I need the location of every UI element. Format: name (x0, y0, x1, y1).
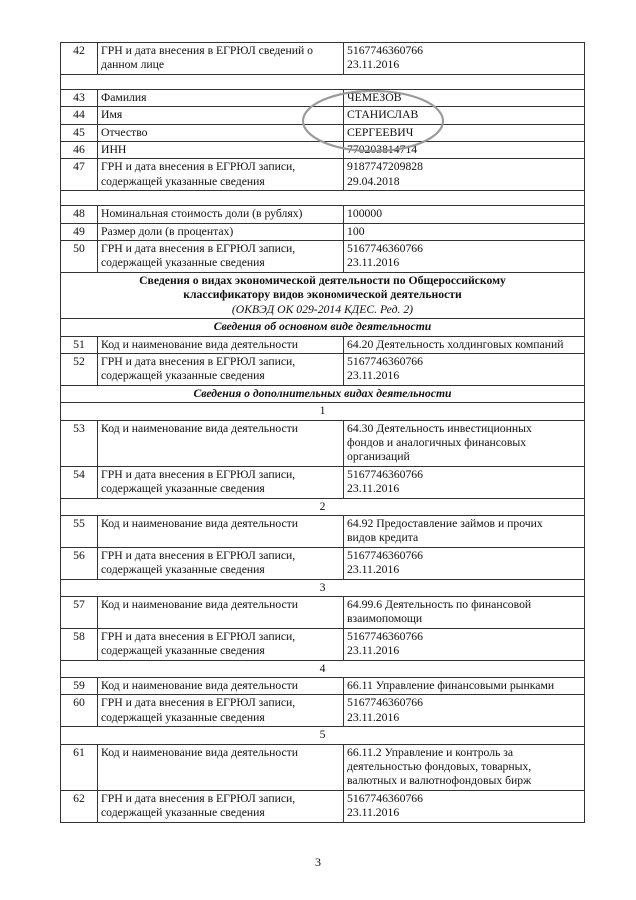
row-number: 43 (61, 89, 98, 106)
section-header-row (61, 385, 585, 402)
section-header-row (61, 272, 585, 318)
row-label-line: содержащей указанные сведения (101, 806, 265, 820)
okved-section-title (61, 272, 585, 318)
table-row (61, 628, 585, 660)
okved-title-line: Сведения о видах экономической деятельности по Общероссийскому (139, 273, 506, 287)
row-value-line: 64.30 Деятельность инвестиционных (347, 421, 532, 435)
row-label: Фамилия (98, 89, 344, 106)
row-label: Код и наименование вида деятельности (98, 336, 344, 353)
table-row (61, 515, 585, 547)
row-label-line: ГРН и дата внесения в ЕГРЮЛ сведений о (101, 44, 314, 57)
row-value-line: организаций (347, 450, 410, 464)
row-number: 45 (61, 124, 98, 141)
row-value (344, 790, 585, 822)
spacer-row (61, 74, 585, 89)
row-number: 51 (61, 336, 98, 353)
row-value: 100000 (344, 206, 585, 223)
row-value-line: 66.11.2 Управление и контроль за (347, 745, 514, 759)
table-row (61, 241, 585, 273)
row-number: 44 (61, 107, 98, 124)
row-value: 64.20 Деятельность холдинговых компаний (344, 336, 585, 353)
group-number-row (61, 579, 585, 596)
row-number: 49 (61, 223, 98, 240)
row-label (98, 159, 344, 191)
row-number: 59 (61, 678, 98, 695)
row-value-line: 5167746360766 (347, 791, 423, 805)
row-label-line: ГРН и дата внесения в ЕГРЮЛ записи, (101, 629, 296, 643)
row-label: Размер доли (в процентах) (98, 223, 344, 240)
row-value (344, 159, 585, 191)
row-label: Код и наименование вида деятельности (98, 515, 344, 547)
table-row (61, 206, 585, 223)
row-number: 58 (61, 628, 98, 660)
row-label-line: ГРН и дата внесения в ЕГРЮЛ записи, (101, 548, 296, 562)
row-number: 61 (61, 744, 98, 790)
row-label: Код и наименование вида деятельности (98, 744, 344, 790)
row-label (98, 241, 344, 273)
table-row (61, 89, 585, 106)
row-value-line: 9187747209828 (347, 160, 423, 174)
table-row (61, 43, 585, 75)
row-value (344, 547, 585, 579)
row-value-line: 64.92 Предоставление займов и прочих (347, 516, 543, 530)
row-label-line: ГРН и дата внесения в ЕГРЮЛ записи, (101, 696, 296, 710)
row-label: Код и наименование вида деятельности (98, 678, 344, 695)
row-label: Код и наименование вида деятельности (98, 420, 344, 466)
row-value-line: 5167746360766 (347, 354, 423, 368)
row-label-line: содержащей указанные сведения (101, 256, 265, 270)
group-number-row (61, 403, 585, 420)
surname-value: ЧЕМЕЗОВ (344, 89, 585, 106)
row-label: ИНН (98, 142, 344, 159)
table-row (61, 159, 585, 191)
row-label (98, 547, 344, 579)
group-number: 1 (61, 403, 585, 420)
row-value (344, 695, 585, 727)
row-value-line: деятельностью фондовых, товарных, (347, 760, 532, 774)
row-label-line: ГРН и дата внесения в ЕГРЮЛ записи, (101, 791, 296, 805)
row-value-line: фондов и аналогичных финансовых (347, 435, 527, 449)
group-number: 5 (61, 727, 585, 744)
row-value (344, 515, 585, 547)
table-row (61, 420, 585, 466)
row-value-line: 5167746360766 (347, 467, 423, 481)
patronymic-value: СЕРГЕЕВИЧ (344, 124, 585, 141)
table-row (61, 124, 585, 141)
row-value-line: 23.11.2016 (347, 806, 400, 820)
row-label (98, 43, 344, 75)
row-value-line: 23.11.2016 (347, 256, 400, 270)
row-number: 54 (61, 466, 98, 498)
egrul-table (60, 42, 585, 823)
row-value-line: 5167746360766 (347, 44, 423, 57)
page-number: 3 (315, 855, 321, 869)
table-row (61, 107, 585, 124)
row-number: 60 (61, 695, 98, 727)
row-number: 56 (61, 547, 98, 579)
table-row (61, 336, 585, 353)
row-value: 100 (344, 223, 585, 240)
row-value (344, 744, 585, 790)
table-row (61, 466, 585, 498)
row-value (344, 43, 585, 75)
row-value: 66.11 Управление финансовыми рынками (344, 678, 585, 695)
row-label (98, 353, 344, 385)
row-value-line: 23.11.2016 (347, 644, 400, 658)
group-number: 3 (61, 579, 585, 596)
row-label-line: содержащей указанные сведения (101, 644, 265, 658)
row-label-line: ГРН и дата внесения в ЕГРЮЛ записи, (101, 354, 296, 368)
row-value-line: 23.11.2016 (347, 482, 400, 496)
table-row (61, 353, 585, 385)
group-number-row (61, 498, 585, 515)
row-value-line: 64.99.6 Деятельность по финансовой (347, 598, 532, 611)
row-label-line: ГРН и дата внесения в ЕГРЮЛ записи, (101, 160, 296, 174)
row-number: 52 (61, 353, 98, 385)
row-value (344, 241, 585, 273)
okved-title-line: классификатору видов экономической деятельности (183, 288, 462, 302)
row-value-line: 23.11.2016 (347, 369, 400, 383)
row-label: Отчество (98, 124, 344, 141)
row-label: Номинальная стоимость доли (в рублях) (98, 206, 344, 223)
row-label (98, 628, 344, 660)
okved-edition: (ОКВЭД ОК 029-2014 КДЕС. Ред. 2) (231, 302, 414, 316)
row-value (344, 597, 585, 629)
row-label (98, 466, 344, 498)
row-value-line: взаимопомощи (347, 612, 423, 626)
row-value (344, 420, 585, 466)
row-label-line: содержащей указанные сведения (101, 710, 265, 724)
row-value-line: 5167746360766 (347, 629, 423, 643)
section-header-row (61, 319, 585, 336)
table-row (61, 744, 585, 790)
spacer-row (61, 191, 585, 206)
table-row (61, 695, 585, 727)
first-name-value: СТАНИСЛАВ (344, 107, 585, 124)
table-row (61, 223, 585, 240)
row-label (98, 790, 344, 822)
row-label: Код и наименование вида деятельности (98, 597, 344, 629)
row-value-line: 23.11.2016 (347, 710, 400, 724)
row-label-line: ГРН и дата внесения в ЕГРЮЛ записи, (101, 467, 296, 481)
row-value-line: 5167746360766 (347, 242, 423, 256)
row-number: 50 (61, 241, 98, 273)
row-value-line: 23.11.2016 (347, 563, 400, 577)
row-number: 47 (61, 159, 98, 191)
row-number: 62 (61, 790, 98, 822)
row-number: 46 (61, 142, 98, 159)
table-row (61, 142, 585, 159)
row-number: 42 (61, 43, 98, 75)
row-number: 53 (61, 420, 98, 466)
row-label-line: данном лице (101, 58, 165, 72)
row-value (344, 628, 585, 660)
table-row (61, 678, 585, 695)
row-value-line: 29.04.2018 (347, 174, 400, 188)
row-label-line: содержащей указанные сведения (101, 563, 265, 577)
row-label: Имя (98, 107, 344, 124)
row-value-line: видов кредита (347, 531, 419, 545)
inn-value: 770203814714 (344, 142, 585, 159)
table-row (61, 597, 585, 629)
row-label-line: содержащей указанные сведения (101, 174, 265, 188)
group-number: 2 (61, 498, 585, 515)
row-value-line: 23.11.2016 (347, 58, 400, 72)
row-label-line: содержащей указанные сведения (101, 482, 265, 496)
group-number-row (61, 727, 585, 744)
row-number: 55 (61, 515, 98, 547)
additional-activities-heading: Сведения о дополнительных видах деятельности (61, 385, 585, 402)
table-row (61, 790, 585, 822)
row-number: 57 (61, 597, 98, 629)
row-value (344, 466, 585, 498)
row-label-line: содержащей указанные сведения (101, 369, 265, 383)
row-label (98, 695, 344, 727)
row-value-line: 5167746360766 (347, 548, 423, 562)
row-value-line: валютных и валютнофондовых бирж (347, 774, 532, 788)
group-number: 4 (61, 660, 585, 677)
group-number-row (61, 660, 585, 677)
table-row (61, 547, 585, 579)
main-activity-heading: Сведения об основном виде деятельности (61, 319, 585, 336)
row-number: 48 (61, 206, 98, 223)
row-label-line: ГРН и дата внесения в ЕГРЮЛ записи, (101, 242, 296, 256)
row-value-line: 5167746360766 (347, 696, 423, 710)
row-value (344, 353, 585, 385)
